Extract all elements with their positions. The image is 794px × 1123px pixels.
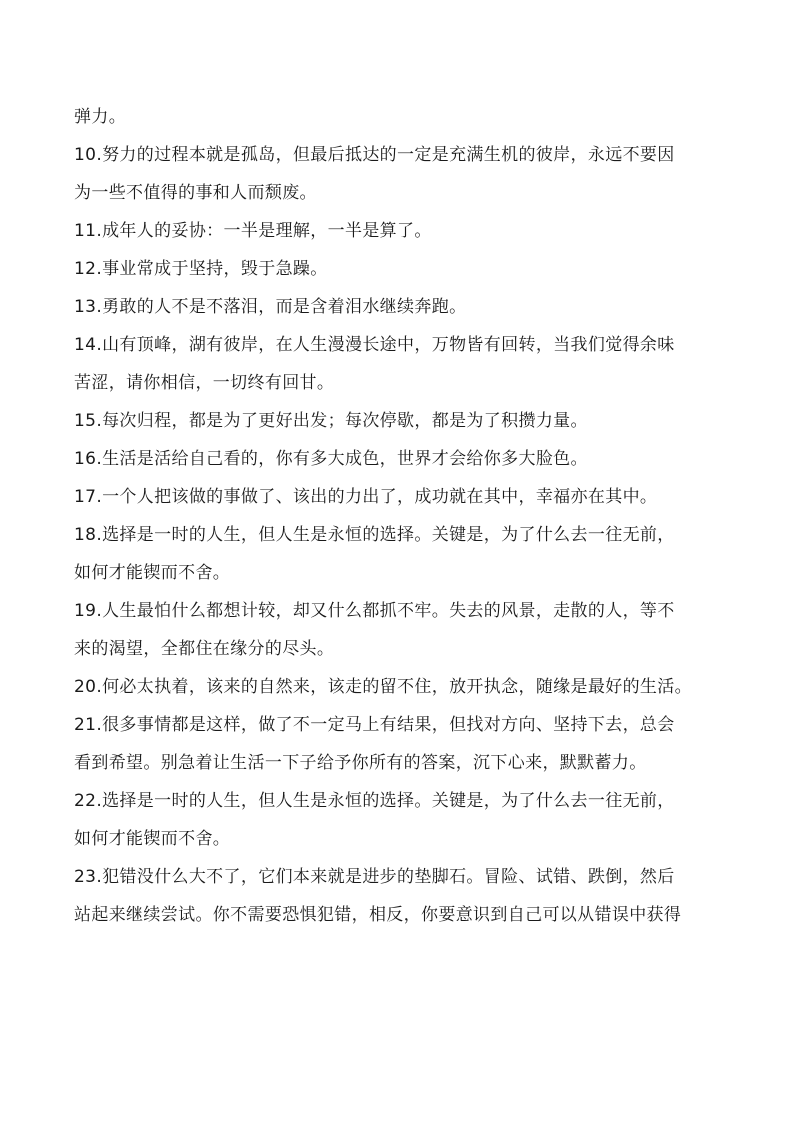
text-line: 来的渴望，全都住在缘分的尽头。 — [74, 639, 335, 659]
paragraph — [74, 212, 724, 250]
paragraph — [74, 706, 724, 782]
document-body — [74, 98, 724, 934]
text-line: 15.每次归程，都是为了更好出发；每次停歇，都是为了积攒力量。 — [74, 411, 588, 431]
text-line: 22.选择是一时的人生，但人生是永恒的选择。关键是，为了什么去一往无前， — [74, 791, 675, 811]
paragraph — [74, 782, 724, 858]
paragraph — [74, 288, 724, 326]
text-line: 12.事业常成于坚持，毁于急躁。 — [74, 259, 328, 279]
text-line: 10.努力的过程本就是孤岛，但最后抵达的一定是充满生机的彼岸，永远不要因 — [74, 145, 675, 165]
paragraph — [74, 136, 724, 212]
paragraph — [74, 326, 724, 402]
paragraph — [74, 440, 724, 478]
text-line: 16.生活是活给自己看的，你有多大成色，世界才会给你多大脸色。 — [74, 449, 588, 469]
text-line: 如何才能锲而不舍。 — [74, 563, 231, 583]
text-line: 11.成年人的妥协：一半是理解，一半是算了。 — [74, 221, 432, 241]
text-line: 如何才能锲而不舍。 — [74, 829, 231, 849]
paragraph — [74, 516, 724, 592]
text-line: 17.一个人把该做的事做了、该出的力出了，成功就在其中，幸福亦在其中。 — [74, 487, 658, 507]
paragraph — [74, 858, 724, 934]
text-line: 23.犯错没什么大不了，它们本来就是进步的垫脚石。冒险、试错、跌倒，然后 — [74, 867, 675, 887]
text-line: 20.何必太执着，该来的自然来，该走的留不住，放开执念，随缘是最好的生活。 — [74, 677, 692, 697]
text-line: 18.选择是一时的人生，但人生是永恒的选择。关键是，为了什么去一往无前， — [74, 525, 675, 545]
text-line: 13.勇敢的人不是不落泪，而是含着泪水继续奔跑。 — [74, 297, 467, 317]
text-line: 14.山有顶峰，湖有彼岸，在人生漫漫长途中，万物皆有回转，当我们觉得余味 — [74, 335, 675, 355]
paragraph — [74, 592, 724, 668]
text-line: 19.人生最怕什么都想计较，却又什么都抓不牢。失去的风景，走散的人，等不 — [74, 601, 675, 621]
paragraph — [74, 98, 724, 136]
paragraph — [74, 478, 724, 516]
paragraph — [74, 250, 724, 288]
text-line: 站起来继续尝试。你不需要恐惧犯错，相反，你要意识到自己可以从错误中获得 — [74, 905, 682, 925]
text-line: 为一些不值得的事和人而颓废。 — [74, 183, 317, 203]
text-line: 苦涩，请你相信，一切终有回甘。 — [74, 373, 335, 393]
text-line: 21.很多事情都是这样，做了不一定马上有结果，但找对方向、坚持下去，总会 — [74, 715, 675, 735]
text-line: 看到希望。别急着让生活一下子给予你所有的答案，沉下心来，默默蓄力。 — [74, 753, 647, 773]
text-line: 弹力。 — [74, 107, 127, 127]
paragraph — [74, 668, 724, 706]
paragraph — [74, 402, 724, 440]
